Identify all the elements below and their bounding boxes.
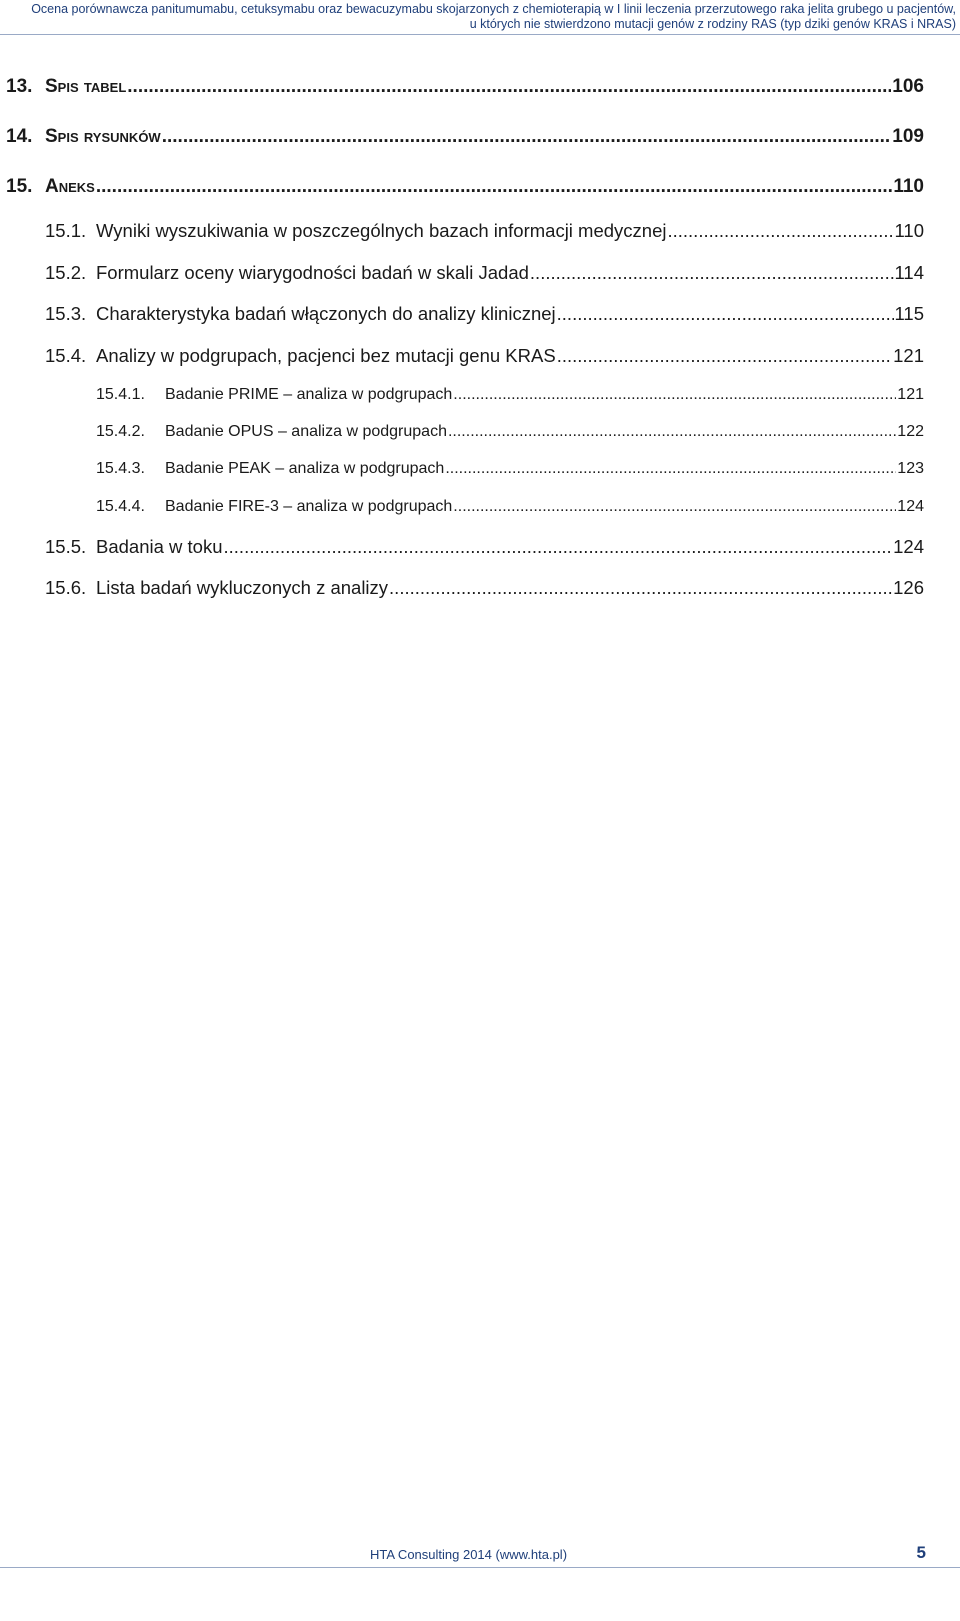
- toc-entry-title: Badanie FIRE-3 – analiza w podgrupach: [165, 498, 453, 515]
- toc-dot-leader: [530, 262, 894, 284]
- toc-dot-leader: [557, 303, 894, 325]
- toc-entry-title: Wyniki wyszukiwania w poszczególnych bazach informacji medycznej: [96, 220, 667, 241]
- toc-entry-page: 110: [893, 176, 924, 197]
- toc-entry-page: 123: [897, 460, 924, 477]
- toc-entry-15-2[interactable]: [45, 262, 924, 286]
- toc-dot-leader: [162, 126, 892, 148]
- toc-entry-page: 115: [894, 303, 924, 324]
- toc-entry-14[interactable]: [6, 126, 924, 150]
- toc-entry-page: 114: [894, 262, 924, 283]
- footer-copyright: HTA Consulting 2014 (www.hta.pl): [370, 1547, 568, 1562]
- toc-dot-leader: [557, 345, 892, 367]
- toc-entry-page: 126: [893, 577, 924, 598]
- toc-entry-15-4-4[interactable]: [96, 498, 924, 520]
- toc-entry-page: 121: [897, 386, 924, 403]
- toc-entry-number: 15.: [6, 176, 33, 197]
- toc-entry-page: 122: [897, 423, 924, 440]
- toc-entry-13[interactable]: [6, 76, 924, 100]
- toc-entry-number: 15.4.1.: [96, 386, 145, 403]
- toc-entry-15-3[interactable]: [45, 303, 924, 327]
- toc-dot-leader: [389, 577, 892, 599]
- toc-entry-15-5[interactable]: [45, 536, 924, 560]
- toc-entry-15-4-1[interactable]: [96, 386, 924, 408]
- toc-entry-15-1[interactable]: [45, 220, 924, 244]
- toc-entry-page: 110: [894, 220, 924, 241]
- toc-dot-leader: [445, 460, 896, 478]
- toc-entry-number: 15.4.: [45, 345, 87, 366]
- toc-entry-number: 15.6.: [45, 577, 87, 598]
- toc-entry-title: Spis tabel: [45, 76, 127, 97]
- toc-entry-number: 14.: [6, 126, 33, 147]
- running-header: [0, 0, 960, 35]
- toc-entry-title: Badanie OPUS – analiza w podgrupach: [165, 423, 447, 440]
- toc-entry-number: 15.4.2.: [96, 423, 145, 440]
- toc-entry-title: Badanie PEAK – analiza w podgrupach: [165, 460, 445, 477]
- footer-page-number: 5: [916, 1543, 926, 1562]
- toc-entry-page: 124: [893, 536, 924, 557]
- header-divider: [0, 34, 960, 35]
- toc-dot-leader: [96, 176, 893, 198]
- toc-dot-leader: [453, 386, 896, 404]
- toc-entry-15-4[interactable]: [45, 345, 924, 369]
- toc-entry-title: Aneks: [45, 176, 95, 197]
- toc-dot-leader: [127, 76, 891, 98]
- toc-dot-leader: [453, 498, 896, 516]
- toc-entry-page: 124: [897, 498, 924, 515]
- toc-entry-15-4-3[interactable]: [96, 460, 924, 482]
- toc-entry-number: 15.4.3.: [96, 460, 145, 477]
- header-title-line-1: Ocena porównawcza panitumumabu, cetuksymabu oraz bewacuzymabu skojarzonych z chemioterapią w I linii leczenia przerzutowego raka jelita grubego u pacjentów,: [31, 2, 956, 16]
- toc-entry-title: Analizy w podgrupach, pacjenci bez mutacji genu KRAS: [96, 345, 556, 366]
- header-title-line-2: u których nie stwierdzono mutacji genów z rodziny RAS (typ dziki genów KRAS i NRAS): [469, 17, 956, 31]
- toc-entry-title: Lista badań wykluczonych z analizy: [96, 577, 389, 598]
- toc-entry-15-6[interactable]: [45, 577, 924, 601]
- toc-entry-number: 15.3.: [45, 303, 87, 324]
- toc-entry-page: 106: [892, 76, 924, 97]
- toc-entry-title: Badanie PRIME – analiza w podgrupach: [165, 386, 453, 403]
- toc-entry-page: 109: [892, 126, 924, 147]
- toc-entry-15-4-2[interactable]: [96, 423, 924, 445]
- toc-entry-title: Formularz oceny wiarygodności badań w skali Jadad: [96, 262, 529, 283]
- toc-dot-leader: [224, 536, 893, 558]
- toc-entry-page: 121: [893, 345, 924, 366]
- toc-entry-number: 13.: [6, 76, 33, 97]
- toc-entry-title: Charakterystyka badań włączonych do analizy klinicznej: [96, 303, 556, 324]
- toc-entry-title: Badania w toku: [96, 536, 223, 557]
- toc-dot-leader: [667, 220, 893, 242]
- toc-entry-number: 15.1.: [45, 220, 87, 241]
- toc-entry-15[interactable]: [6, 176, 924, 200]
- toc-dot-leader: [448, 423, 896, 441]
- toc-entry-number: 15.2.: [45, 262, 87, 283]
- toc-entry-title: Spis rysunków: [45, 126, 161, 147]
- toc-entry-number: 15.4.4.: [96, 498, 145, 515]
- toc-entry-number: 15.5.: [45, 536, 87, 557]
- footer-divider: [0, 1567, 960, 1568]
